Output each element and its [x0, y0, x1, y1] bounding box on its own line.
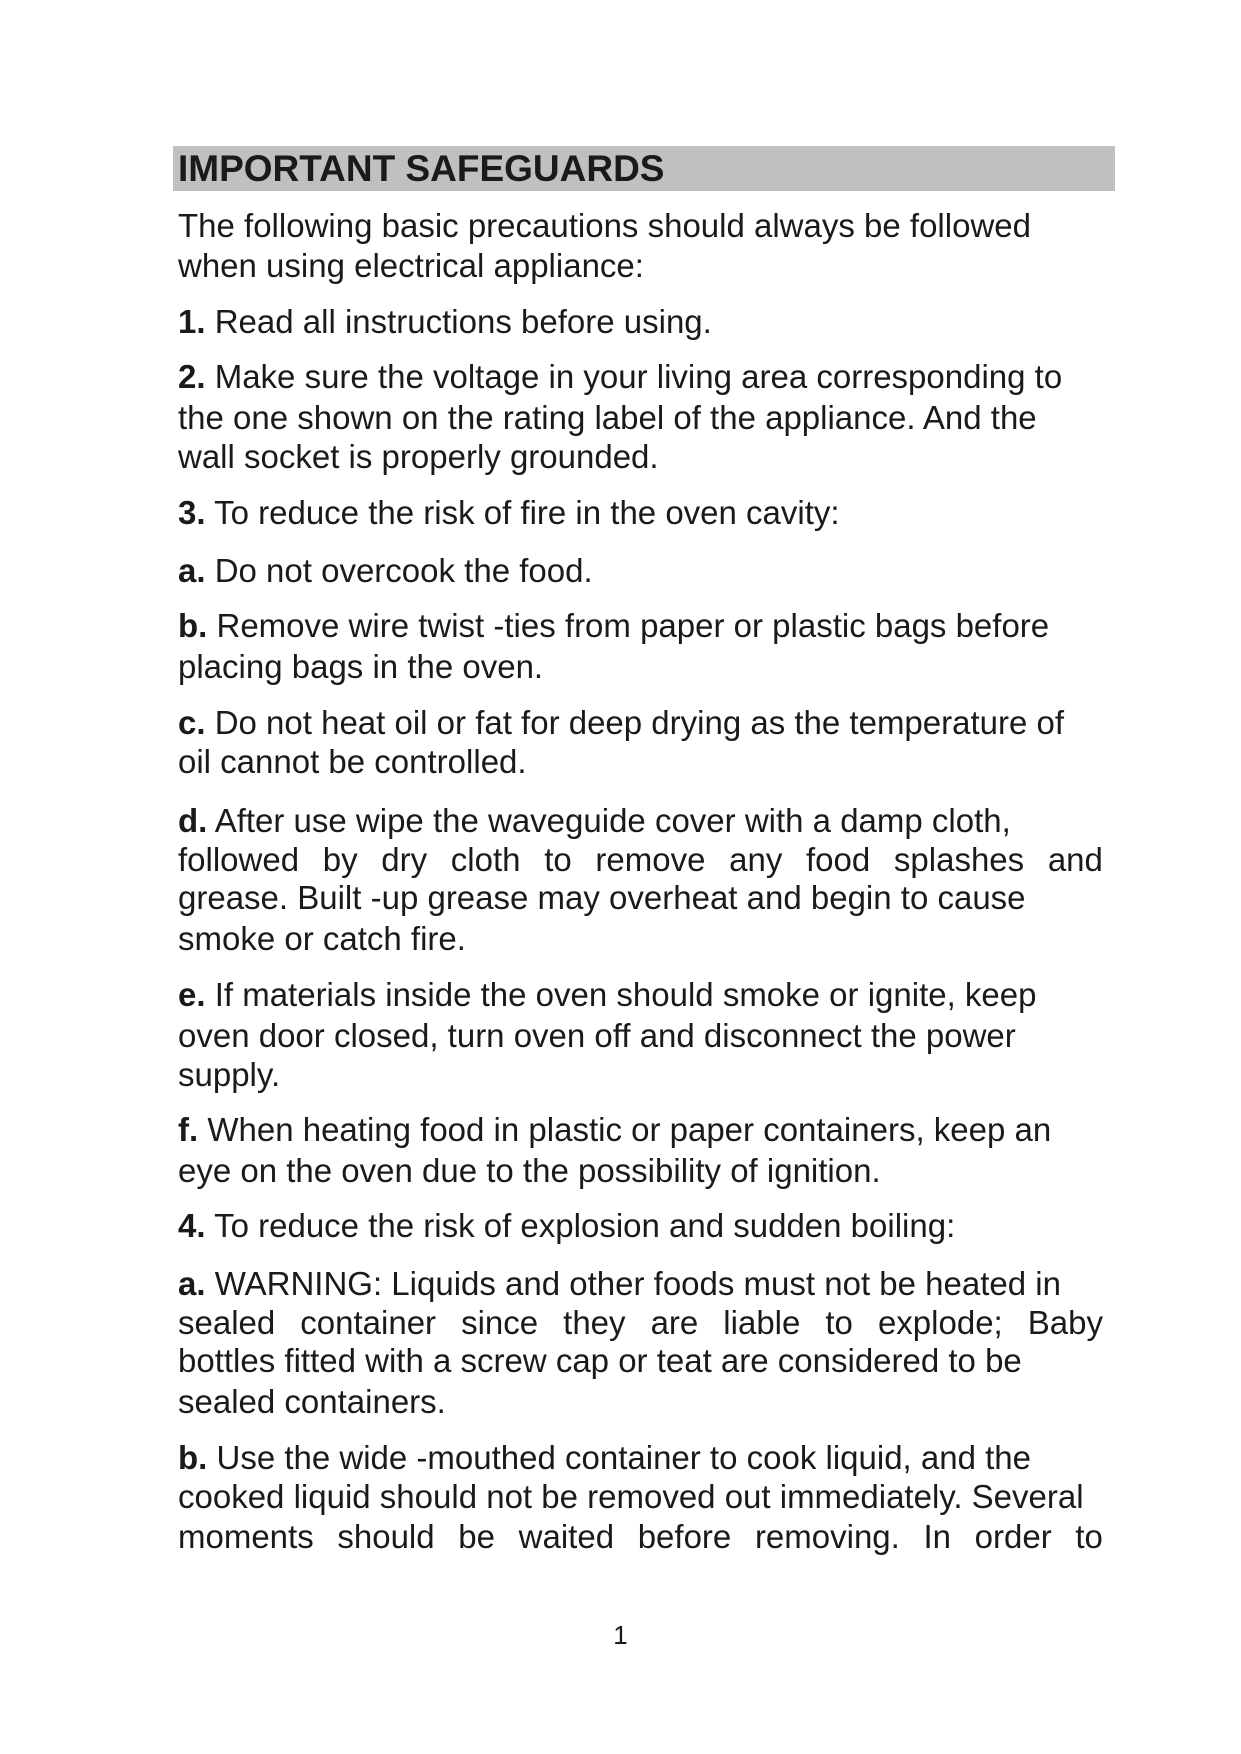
word: any [729, 841, 783, 878]
word: are [650, 1304, 699, 1341]
word: container [300, 1304, 437, 1341]
item-3e [178, 975, 1036, 1015]
item-marker: f. [178, 1111, 199, 1148]
word: should [337, 1518, 435, 1555]
word: moments [178, 1518, 314, 1555]
item-text: Do not overcook the food. [214, 552, 593, 589]
word: be [458, 1518, 495, 1555]
word: splashes [893, 841, 1025, 878]
item-text: Do not heat oil or fat for deep drying as the temperature of [214, 704, 1065, 741]
word: remove [595, 841, 706, 878]
intro-line: The following basic precautions should always be followed [178, 207, 1031, 244]
item-2-line: the one shown on the rating label of the appliance. And the [178, 399, 1037, 436]
word: waited [518, 1518, 615, 1555]
item-text: Make sure the voltage in your living area corresponding to [214, 358, 1063, 395]
item-4a [178, 1264, 1061, 1304]
intro-line: when using electrical appliance: [178, 247, 644, 284]
item-3d [178, 801, 1011, 841]
word: by [322, 841, 358, 878]
item-3b-line: placing bags in the oven. [178, 648, 544, 685]
item-text: Read all instructions before using. [214, 303, 712, 340]
word: explode; [877, 1304, 1003, 1341]
word: to [544, 841, 572, 878]
item-text: Remove wire twist -ties from paper or plastic bags before [216, 607, 1050, 644]
word: food [806, 841, 871, 878]
word: since [461, 1304, 539, 1341]
page-title: IMPORTANT SAFEGUARDS [178, 148, 665, 189]
word: cloth [450, 841, 521, 878]
item-3b [178, 606, 1049, 646]
item-2 [178, 357, 1062, 397]
word: followed [178, 841, 300, 878]
item-marker: c. [178, 704, 206, 741]
word: before [637, 1518, 732, 1555]
word: removing. [754, 1518, 900, 1555]
word: Baby [1027, 1304, 1103, 1341]
item-3f [178, 1110, 1051, 1150]
item-3d-line: grease. Built -up grease may overheat and begin to cause [178, 879, 1026, 916]
item-4 [178, 1206, 955, 1246]
item-text: Use the wide -mouthed container to cook liquid, and the [216, 1439, 1031, 1476]
item-text: To reduce the risk of explosion and sudden boiling: [214, 1207, 956, 1244]
item-1 [178, 302, 712, 342]
item-text: If materials inside the oven should smoke or ignite, keep [214, 976, 1037, 1013]
item-4b-line-justified [178, 1517, 1103, 1557]
item-text: To reduce the risk of fire in the oven cavity: [214, 494, 840, 531]
item-marker: d. [178, 802, 208, 839]
item-text: When heating food in plastic or paper containers, keep an [207, 1111, 1052, 1148]
item-3f-line: eye on the oven due to the possibility of ignition. [178, 1152, 881, 1189]
item-3a [178, 551, 593, 591]
item-marker: b. [178, 607, 208, 644]
word: to [825, 1304, 853, 1341]
page-number: 1 [613, 1620, 628, 1650]
word: and [1047, 841, 1103, 878]
item-marker: 3. [178, 494, 206, 531]
word: In [923, 1518, 952, 1555]
item-marker: 2. [178, 358, 206, 395]
item-3e-line: oven door closed, turn oven off and disconnect the power [178, 1017, 1016, 1054]
word: to [1075, 1518, 1103, 1555]
item-marker: a. [178, 1265, 206, 1302]
item-marker: 4. [178, 1207, 206, 1244]
item-4b-line: cooked liquid should not be removed out immediately. Several [178, 1478, 1084, 1515]
item-3d-line-justified [178, 840, 1103, 880]
item-text: WARNING: Liquids and other foods must not be heated in [214, 1265, 1061, 1302]
item-3d-line: smoke or catch fire. [178, 920, 466, 957]
word: sealed [178, 1304, 276, 1341]
word: they [563, 1304, 626, 1341]
word: dry [381, 841, 428, 878]
item-2-line: wall socket is properly grounded. [178, 438, 659, 475]
item-4a-line-justified [178, 1303, 1103, 1343]
item-4b [178, 1438, 1031, 1478]
item-text: After use wipe the waveguide cover with a damp cloth, [214, 802, 1011, 839]
word: order [974, 1518, 1052, 1555]
item-3c [178, 703, 1064, 743]
item-marker: b. [178, 1439, 208, 1476]
item-marker: a. [178, 552, 206, 589]
word: liable [723, 1304, 801, 1341]
item-3 [178, 493, 840, 533]
item-3e-line: supply. [178, 1056, 281, 1093]
item-marker: e. [178, 976, 206, 1013]
item-4a-line: sealed containers. [178, 1383, 446, 1420]
item-3c-line: oil cannot be controlled. [178, 743, 527, 780]
item-4a-line: bottles fitted with a screw cap or teat are considered to be [178, 1342, 1022, 1379]
item-marker: 1. [178, 303, 206, 340]
